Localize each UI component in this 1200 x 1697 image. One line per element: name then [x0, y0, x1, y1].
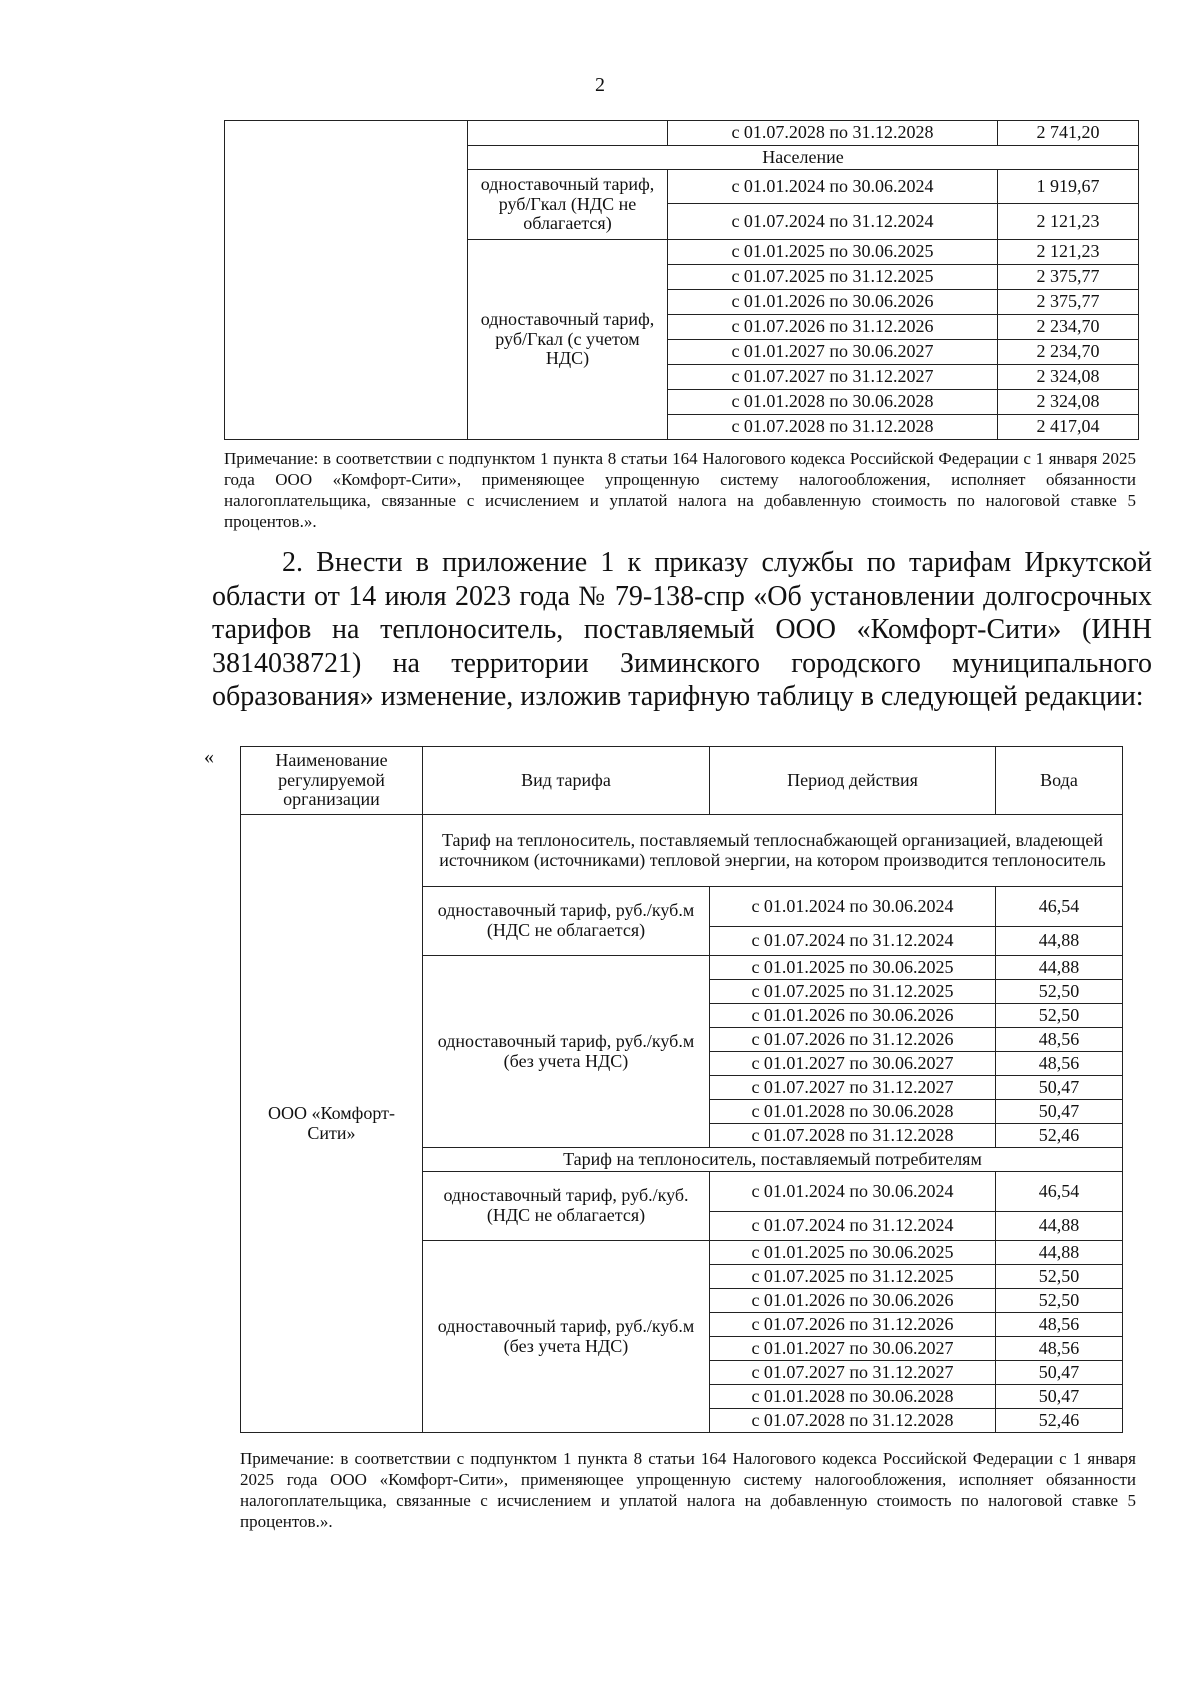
- value-cell: 50,47: [996, 1076, 1123, 1100]
- tariff-type-cell: одноставочный тариф, руб./куб.м (без учета НДС): [423, 1241, 710, 1433]
- period-cell: с 01.01.2025 по 30.06.2025: [710, 1241, 996, 1265]
- note-2: Примечание: в соответствии с подпунктом 1 пункта 8 статьи 164 Налогового кодекса Российской Федерации с 1 января 2025 года ООО «Комфорт-Сити», применяющее упрощенную систему налогообложения, исполняет обязанности налогоплательщика, связанные с исчислением и уплатой налога на добавленную стоимость по налоговой ставке 5 процентов.».: [240, 1449, 1136, 1531]
- period-cell: с 01.01.2027 по 30.06.2027: [668, 340, 998, 365]
- tariff-type-cell: одноставочный тариф, руб./куб.м (НДС не облагается): [423, 887, 710, 956]
- period-cell: с 01.01.2024 по 30.06.2024: [710, 1172, 996, 1212]
- value-cell: 52,46: [996, 1409, 1123, 1433]
- period-cell: с 01.01.2028 по 30.06.2028: [710, 1100, 996, 1124]
- value-cell: 44,88: [996, 927, 1123, 956]
- value-cell: 48,56: [996, 1028, 1123, 1052]
- period-cell: с 01.07.2026 по 31.12.2026: [668, 315, 998, 340]
- period-cell: с 01.07.2026 по 31.12.2026: [710, 1028, 996, 1052]
- value-cell: 44,88: [996, 1212, 1123, 1241]
- period-cell: с 01.07.2027 по 31.12.2027: [710, 1076, 996, 1100]
- period-cell: с 01.07.2028 по 31.12.2028: [668, 121, 998, 146]
- period-cell: с 01.07.2028 по 31.12.2028: [668, 415, 998, 440]
- value-cell: 2 375,77: [998, 265, 1139, 290]
- header-org: Наименование регулируемой организации: [241, 747, 423, 815]
- header-type: Вид тарифа: [423, 747, 710, 815]
- bottom-tariff-table: [240, 746, 1123, 1433]
- value-cell: 52,50: [996, 980, 1123, 1004]
- value-cell: 2 234,70: [998, 315, 1139, 340]
- value-cell: 2 375,77: [998, 290, 1139, 315]
- page-number: 2: [595, 74, 605, 96]
- value-cell: 52,50: [996, 1004, 1123, 1028]
- table-row: [225, 121, 1139, 146]
- table-row: [241, 815, 1123, 887]
- period-cell: с 01.01.2027 по 30.06.2027: [710, 1052, 996, 1076]
- value-cell: 52,50: [996, 1289, 1123, 1313]
- period-cell: с 01.01.2025 по 30.06.2025: [668, 240, 998, 265]
- value-cell: 52,50: [996, 1265, 1123, 1289]
- period-cell: с 01.01.2028 по 30.06.2028: [710, 1385, 996, 1409]
- table-header-row: [241, 747, 1123, 815]
- period-cell: с 01.07.2025 по 31.12.2025: [668, 265, 998, 290]
- tariff-cell-blank: [468, 121, 668, 146]
- value-cell: 2 121,23: [998, 240, 1139, 265]
- value-cell: 48,56: [996, 1337, 1123, 1361]
- opening-quote: «: [204, 746, 214, 768]
- period-cell: с 01.01.2028 по 30.06.2028: [668, 390, 998, 415]
- period-cell: с 01.07.2026 по 31.12.2026: [710, 1313, 996, 1337]
- value-cell: 50,47: [996, 1361, 1123, 1385]
- org-cell-blank: [225, 121, 468, 440]
- org-name-cell: ООО «Комфорт-Сити»: [241, 815, 423, 1433]
- period-cell: с 01.07.2024 по 31.12.2024: [668, 204, 998, 240]
- value-cell: 2 324,08: [998, 365, 1139, 390]
- period-cell: с 01.01.2026 по 30.06.2026: [710, 1004, 996, 1028]
- period-cell: с 01.07.2024 по 31.12.2024: [710, 927, 996, 956]
- period-cell: с 01.01.2026 по 30.06.2026: [710, 1289, 996, 1313]
- value-cell: 48,56: [996, 1052, 1123, 1076]
- tariff-type-cell: одноставочный тариф, руб./куб. (НДС не облагается): [423, 1172, 710, 1241]
- tariff-type-cell: одноставочный тариф, руб/Гкал (НДС не облагается): [468, 170, 668, 240]
- value-cell: 44,88: [996, 1241, 1123, 1265]
- period-cell: с 01.01.2027 по 30.06.2027: [710, 1337, 996, 1361]
- value-cell: 46,54: [996, 1172, 1123, 1212]
- value-cell: 1 919,67: [998, 170, 1139, 204]
- value-cell: 44,88: [996, 956, 1123, 980]
- section-title: Тариф на теплоноситель, поставляемый теплоснабжающей организацией, владеющей источником (источниками) тепловой энергии, на котором производится теплоноситель: [423, 815, 1123, 887]
- period-cell: с 01.07.2024 по 31.12.2024: [710, 1212, 996, 1241]
- tariff-type-cell: одноставочный тариф, руб/Гкал (с учетом НДС): [468, 240, 668, 440]
- period-cell: с 01.07.2028 по 31.12.2028: [710, 1124, 996, 1148]
- value-cell: 2 121,23: [998, 204, 1139, 240]
- paragraph-text: 2. Внести в приложение 1 к приказу службы по тарифам Иркутской области от 14 июля 2023 года № 79-138-спр «Об установлении долгосрочных тарифов на теплоноситель, поставляемый ООО «Комфорт-Сити» (ИНН 3814038721) на территории Зиминского городского муниципального образования» изменение, изложив тарифную таблицу в следующей редакции:: [212, 547, 1152, 712]
- value-cell: 2 741,20: [998, 121, 1139, 146]
- header-value: Вода: [996, 747, 1123, 815]
- value-cell: 50,47: [996, 1100, 1123, 1124]
- period-cell: с 01.07.2025 по 31.12.2025: [710, 1265, 996, 1289]
- tariff-type-cell: одноставочный тариф, руб./куб.м (без учета НДС): [423, 956, 710, 1148]
- period-cell: с 01.01.2025 по 30.06.2025: [710, 956, 996, 980]
- top-tariff-table: [224, 120, 1139, 440]
- section-title: Население: [468, 146, 1139, 170]
- note-1: Примечание: в соответствии с подпунктом 1 пункта 8 статьи 164 Налогового кодекса Российской Федерации с 1 января 2025 года ООО «Комфорт-Сити», применяющее упрощенную систему налогообложения, исполняет обязанности налогоплательщика, связанные с исчислением и уплатой налога на добавленную стоимость по налоговой ставке 5 процентов.».: [224, 449, 1136, 531]
- period-cell: с 01.01.2026 по 30.06.2026: [668, 290, 998, 315]
- value-cell: 2 234,70: [998, 340, 1139, 365]
- header-period: Период действия: [710, 747, 996, 815]
- period-cell: с 01.01.2024 по 30.06.2024: [710, 887, 996, 927]
- value-cell: 52,46: [996, 1124, 1123, 1148]
- section-title: Тариф на теплоноситель, поставляемый потребителям: [423, 1148, 1123, 1172]
- value-cell: 50,47: [996, 1385, 1123, 1409]
- period-cell: с 01.01.2024 по 30.06.2024: [668, 170, 998, 204]
- period-cell: с 01.07.2027 по 31.12.2027: [710, 1361, 996, 1385]
- period-cell: с 01.07.2028 по 31.12.2028: [710, 1409, 996, 1433]
- value-cell: 2 417,04: [998, 415, 1139, 440]
- period-cell: с 01.07.2025 по 31.12.2025: [710, 980, 996, 1004]
- value-cell: 46,54: [996, 887, 1123, 927]
- value-cell: 2 324,08: [998, 390, 1139, 415]
- period-cell: с 01.07.2027 по 31.12.2027: [668, 365, 998, 390]
- main-paragraph: [212, 546, 1152, 714]
- value-cell: 48,56: [996, 1313, 1123, 1337]
